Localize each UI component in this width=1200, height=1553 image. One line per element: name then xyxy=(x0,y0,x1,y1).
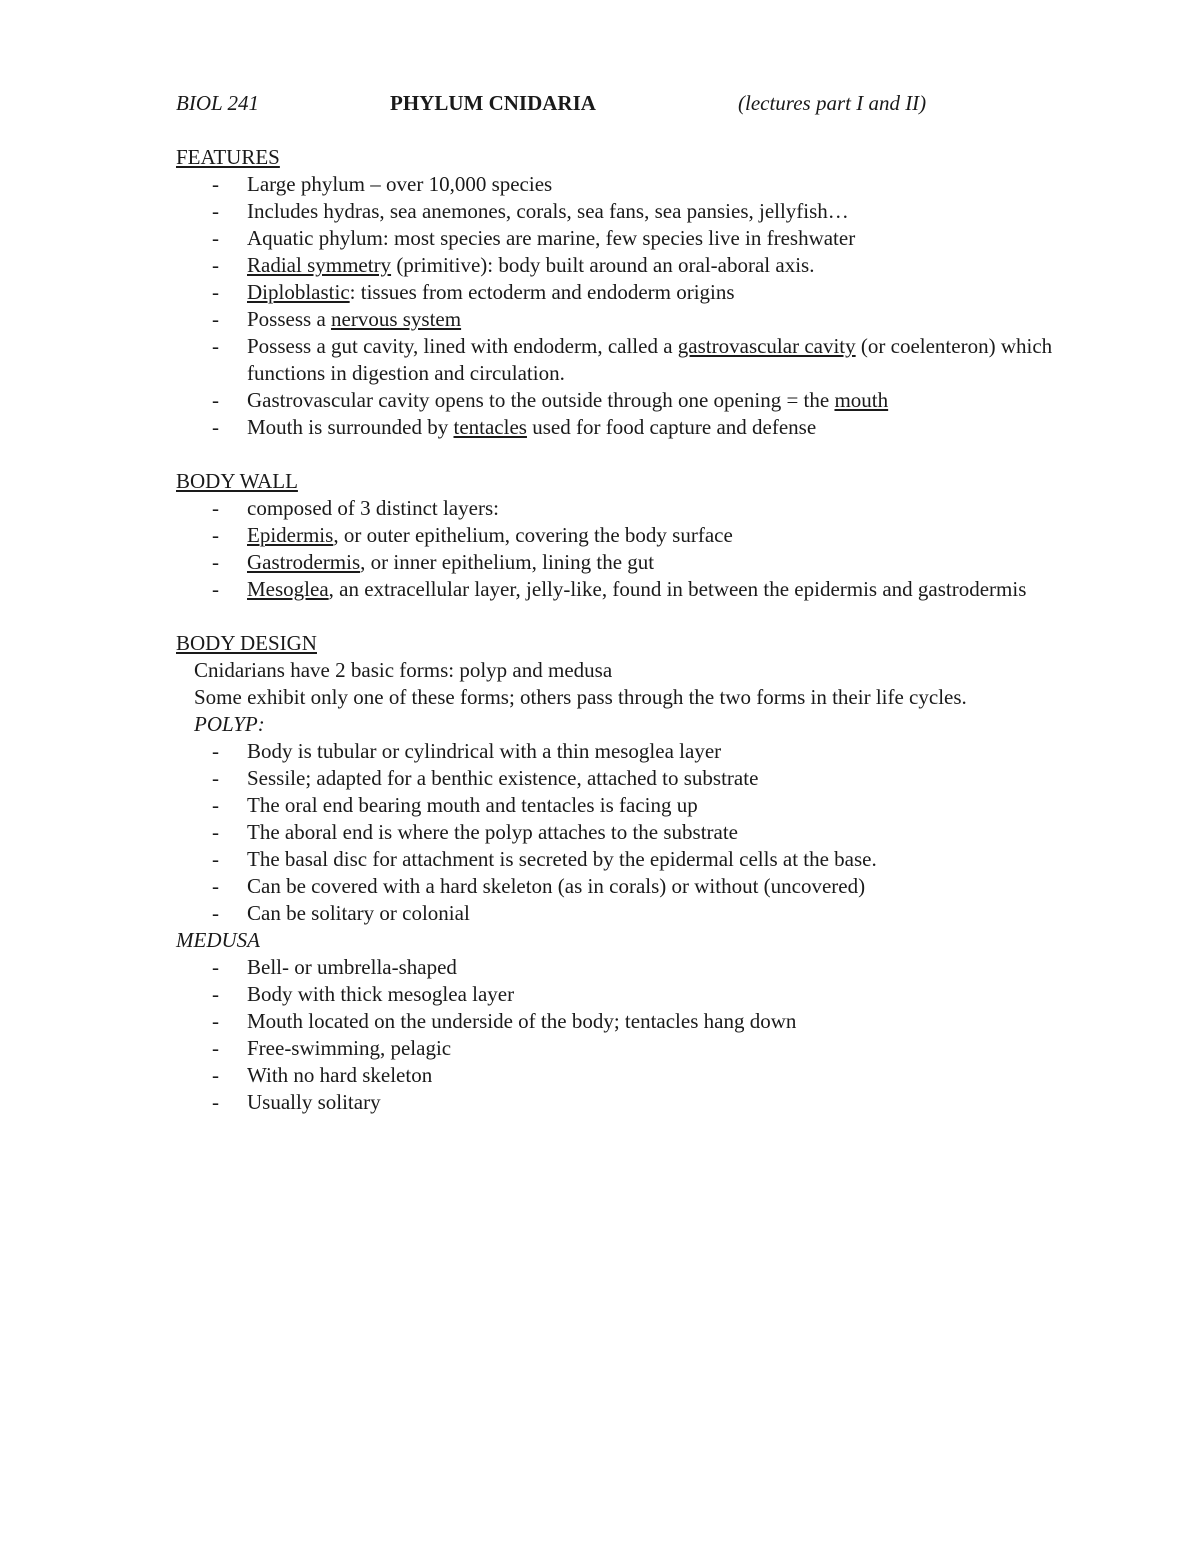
dash-bullet: - xyxy=(212,955,219,979)
dash-bullet: - xyxy=(212,226,219,250)
item-text: Can be solitary or colonial xyxy=(247,901,470,925)
underlined-term: Mesoglea xyxy=(247,577,329,601)
dash-bullet: - xyxy=(212,199,219,223)
dash-bullet: - xyxy=(212,820,219,844)
item-text: Large phylum – over 10,000 species xyxy=(247,172,553,196)
dash-bullet: - xyxy=(212,550,219,574)
list-item xyxy=(176,198,1094,225)
underlined-term: nervous system xyxy=(331,307,462,331)
dash-bullet: - xyxy=(212,415,219,439)
dash-bullet: - xyxy=(212,982,219,1006)
dash-bullet: - xyxy=(212,1063,219,1087)
dash-bullet: - xyxy=(212,280,219,304)
list-item xyxy=(176,252,1094,279)
dash-bullet: - xyxy=(212,1009,219,1033)
item-text: Mouth is surrounded by xyxy=(247,415,454,439)
body-design-section xyxy=(176,630,1094,1116)
body-design-heading: BODY DESIGN xyxy=(176,631,317,655)
item-text: , an extracellular layer, jelly-like, found in between the epidermis and gastrodermis xyxy=(328,577,1027,601)
medusa-list xyxy=(176,954,1094,1116)
list-item xyxy=(176,1089,1094,1116)
features-section xyxy=(176,144,1094,441)
item-text: Bell- or umbrella-shaped xyxy=(247,955,457,979)
item-text: Sessile; adapted for a benthic existence, attached to substrate xyxy=(247,766,759,790)
dash-bullet: - xyxy=(212,307,219,331)
list-item xyxy=(176,495,1094,522)
item-text: The basal disc for attachment is secreted by the epidermal cells at the base. xyxy=(247,847,877,871)
item-text: Possess a xyxy=(247,307,332,331)
list-item xyxy=(176,333,1094,387)
dash-bullet: - xyxy=(212,253,219,277)
list-item xyxy=(176,414,1094,441)
item-text: Body is tubular or cylindrical with a thin mesoglea layer xyxy=(247,739,722,763)
underlined-term: Gastrodermis xyxy=(247,550,361,574)
dash-bullet: - xyxy=(212,847,219,871)
underlined-term: Radial symmetry xyxy=(247,253,392,277)
item-text: Includes hydras, sea anemones, corals, sea fans, sea pansies, jellyfish… xyxy=(247,199,849,223)
features-heading: FEATURES xyxy=(176,145,280,169)
document-page xyxy=(176,90,1094,1143)
dash-bullet: - xyxy=(212,523,219,547)
body-design-intro-2: Some exhibit only one of these forms; others pass through the two forms in their life cycles. xyxy=(194,685,967,709)
dash-bullet: - xyxy=(212,388,219,412)
list-item xyxy=(176,765,1094,792)
list-item xyxy=(176,981,1094,1008)
list-item xyxy=(176,387,1094,414)
dash-bullet: - xyxy=(212,739,219,763)
dash-bullet: - xyxy=(212,1036,219,1060)
dash-bullet: - xyxy=(212,496,219,520)
dash-bullet: - xyxy=(212,793,219,817)
item-text: Body with thick mesoglea layer xyxy=(247,982,515,1006)
list-item xyxy=(176,954,1094,981)
body-wall-list xyxy=(176,495,1094,603)
list-item xyxy=(176,1035,1094,1062)
item-text: Mouth located on the underside of the body; tentacles hang down xyxy=(247,1009,797,1033)
dash-bullet: - xyxy=(212,901,219,925)
item-text: (primitive): body built around an oral-aboral axis. xyxy=(391,253,815,277)
list-item xyxy=(176,873,1094,900)
item-text: used for food capture and defense xyxy=(526,415,817,439)
list-item xyxy=(176,549,1094,576)
list-item xyxy=(176,576,1094,603)
item-text: Aquatic phylum: most species are marine, few species live in freshwater xyxy=(247,226,856,250)
list-item xyxy=(176,792,1094,819)
document-header xyxy=(176,90,1094,117)
lecture-note: (lectures part I and II) xyxy=(738,91,927,115)
underlined-term: Diploblastic xyxy=(247,280,350,304)
list-item xyxy=(176,738,1094,765)
list-item xyxy=(176,306,1094,333)
list-item xyxy=(176,522,1094,549)
underlined-term: gastrovascular cavity xyxy=(677,334,856,358)
item-text: The oral end bearing mouth and tentacles is facing up xyxy=(247,793,698,817)
body-wall-section xyxy=(176,468,1094,603)
list-item xyxy=(176,900,1094,927)
list-item xyxy=(176,279,1094,306)
dash-bullet: - xyxy=(212,874,219,898)
dash-bullet: - xyxy=(212,766,219,790)
body-wall-heading: BODY WALL xyxy=(176,469,298,493)
dash-bullet: - xyxy=(212,172,219,196)
body-design-intro-1: Cnidarians have 2 basic forms: polyp and medusa xyxy=(194,658,613,682)
list-item xyxy=(176,1008,1094,1035)
document-title: PHYLUM CNIDARIA xyxy=(390,91,596,115)
polyp-list xyxy=(176,738,1094,927)
item-text: Gastrovascular cavity opens to the outside through one opening = the xyxy=(247,388,835,412)
item-text: : tissues from ectoderm and endoderm origins xyxy=(349,280,735,304)
item-text: (or coelenteron) which functions in digestion and circulation. xyxy=(247,334,1053,385)
dash-bullet: - xyxy=(212,577,219,601)
item-text: Can be covered with a hard skeleton (as in corals) or without (uncovered) xyxy=(247,874,866,898)
list-item xyxy=(176,846,1094,873)
item-text: Usually solitary xyxy=(247,1090,381,1114)
features-list xyxy=(176,171,1094,441)
item-text: composed of 3 distinct layers: xyxy=(247,496,499,520)
item-text: , or inner epithelium, lining the gut xyxy=(360,550,655,574)
medusa-heading: MEDUSA xyxy=(176,928,260,952)
item-text: The aboral end is where the polyp attaches to the substrate xyxy=(247,820,738,844)
underlined-term: mouth xyxy=(834,388,889,412)
item-text: , or outer epithelium, covering the body surface xyxy=(333,523,733,547)
underlined-term: tentacles xyxy=(453,415,527,439)
item-text: With no hard skeleton xyxy=(247,1063,433,1087)
list-item xyxy=(176,819,1094,846)
list-item xyxy=(176,1062,1094,1089)
list-item xyxy=(176,171,1094,198)
dash-bullet: - xyxy=(212,334,219,358)
item-text: Free-swimming, pelagic xyxy=(247,1036,452,1060)
course-code: BIOL 241 xyxy=(176,91,260,115)
list-item xyxy=(176,225,1094,252)
polyp-heading: POLYP: xyxy=(194,712,265,736)
dash-bullet: - xyxy=(212,1090,219,1114)
underlined-term: Epidermis xyxy=(247,523,334,547)
item-text: Possess a gut cavity, lined with endoderm, called a xyxy=(247,334,678,358)
